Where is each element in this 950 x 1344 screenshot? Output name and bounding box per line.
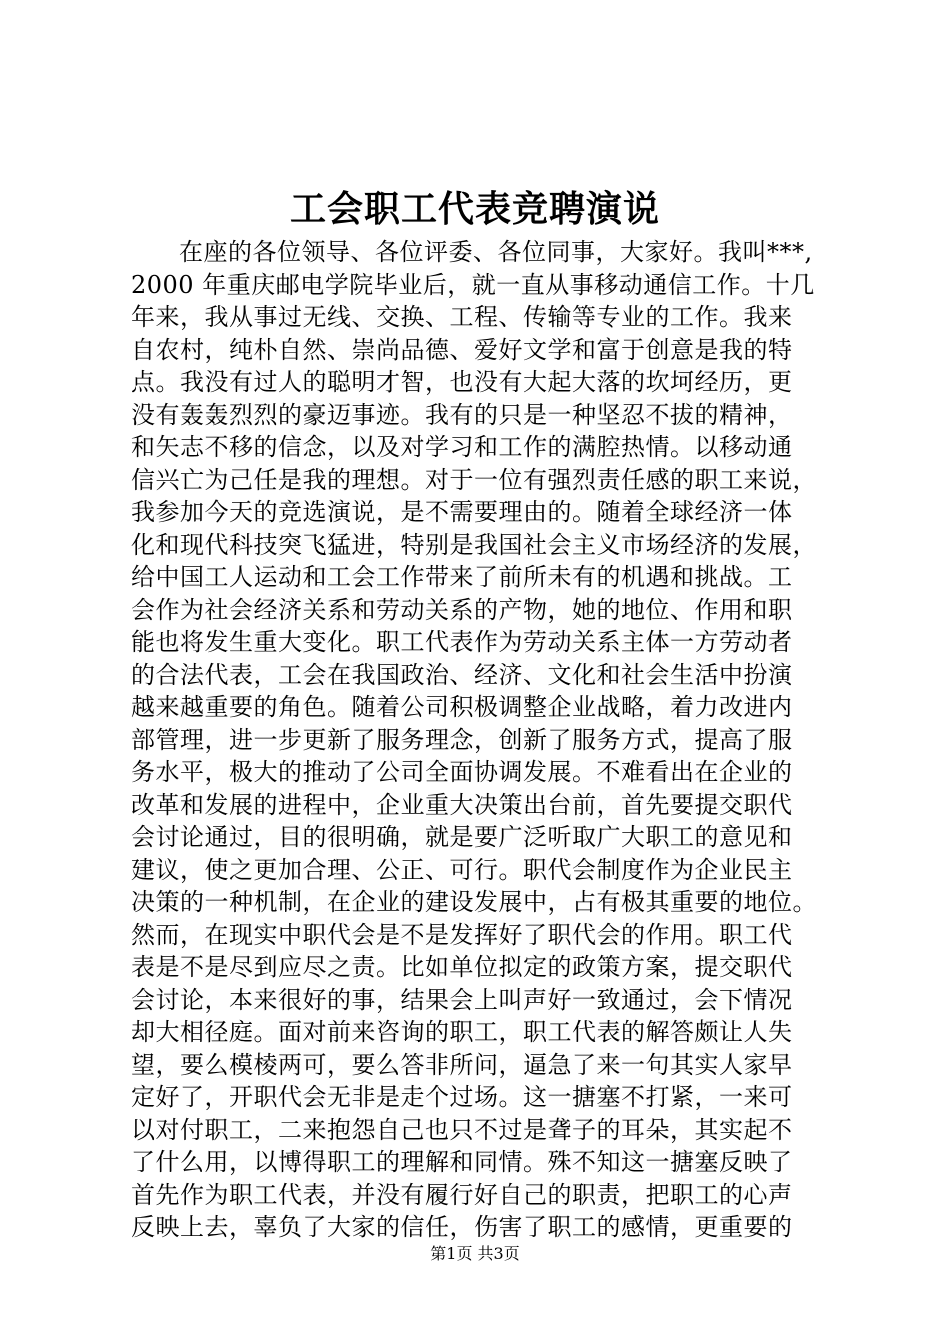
body-line: 会讨论，本来很好的事，结果会上叫声好一致通过，会下情况 <box>131 985 793 1014</box>
body-line: 望，要么模棱两可，要么答非所问，逼急了来一句其实人家早 <box>131 1050 793 1079</box>
page-number: 第1页 共3页 <box>430 1244 520 1263</box>
body-line: 化和现代科技突飞猛进，特别是我国社会主义市场经济的发展， <box>131 530 817 559</box>
document-body <box>131 236 831 1244</box>
body-line: 信兴亡为己任是我的理想。对于一位有强烈责任感的职工来说， <box>131 465 817 494</box>
body-line: 却大相径庭。面对前来咨询的职工，职工代表的解答颇让人失 <box>131 1018 793 1046</box>
body-line: 建议，使之更加合理、公正、可行。职代会制度作为企业民主 <box>131 855 793 884</box>
body-line: 会讨论通过，目的很明确，就是要广泛听取广大职工的意见和 <box>131 823 793 851</box>
body-line: 表是不是尽到应尽之责。比如单位拟定的政策方案，提交职代 <box>131 953 793 981</box>
body-line: 2000 年重庆邮电学院毕业后，就一直从事移动通信工作。十几 <box>131 270 815 299</box>
body-line: 反映上去，辜负了大家的信任，伤害了职工的感情，更重要的 <box>131 1213 793 1241</box>
body-line: 没有轰轰烈烈的豪迈事迹。我有的只是一种坚忍不拔的精神， <box>131 400 793 429</box>
document-title: 工会职工代表竞聘演说 <box>289 188 660 230</box>
body-line: 会作为社会经济关系和劳动关系的产物，她的地位、作用和职 <box>131 595 793 624</box>
body-line: 以对付职工，二来抱怨自己也只不过是聋子的耳朵，其实起不 <box>131 1115 793 1144</box>
body-line: 我参加今天的竞选演说，是不需要理由的。随着全球经济一体 <box>131 498 793 526</box>
body-line: 了什么用，以博得职工的理解和同情。殊不知这一搪塞反映了 <box>131 1148 793 1176</box>
body-line: 定好了，开职代会无非是走个过场。这一搪塞不打紧，一来可 <box>131 1083 793 1111</box>
body-line: 越来越重要的角色。随着公司积极调整企业战略，着力改进内 <box>131 693 793 721</box>
body-line: 在座的各位领导、各位评委、各位同事，大家好。我叫***, <box>179 238 813 266</box>
body-line: 然而，在现实中职代会是不是发挥好了职代会的作用。职工代 <box>131 920 793 949</box>
body-line: 点。我没有过人的聪明才智，也没有大起大落的坎坷经历，更 <box>131 368 793 396</box>
body-line: 和矢志不移的信念，以及对学习和工作的满腔热情。以移动通 <box>131 433 793 461</box>
body-line: 年来，我从事过无线、交换、工程、传输等专业的工作。我来 <box>131 303 793 331</box>
body-line: 改革和发展的进程中，企业重大决策出台前，首先要提交职代 <box>131 790 793 819</box>
body-line: 决策的一种机制，在企业的建设发展中，占有极其重要的地位。 <box>131 888 817 916</box>
body-line: 务水平，极大的推动了公司全面协调发展。不难看出在企业的 <box>131 758 793 786</box>
body-line: 的合法代表，工会在我国政治、经济、文化和社会生活中扮演 <box>131 660 793 689</box>
body-line: 自农村，纯朴自然、崇尚品德、爱好文学和富于创意是我的特 <box>131 335 793 364</box>
body-line: 部管理，进一步更新了服务理念，创新了服务方式，提高了服 <box>131 725 793 754</box>
body-line: 能也将发生重大变化。职工代表作为劳动关系主体一方劳动者 <box>131 628 793 656</box>
body-line: 给中国工人运动和工会工作带来了前所未有的机遇和挑战。工 <box>131 563 793 591</box>
body-line: 首先作为职工代表，并没有履行好自己的职责，把职工的心声 <box>131 1180 793 1209</box>
